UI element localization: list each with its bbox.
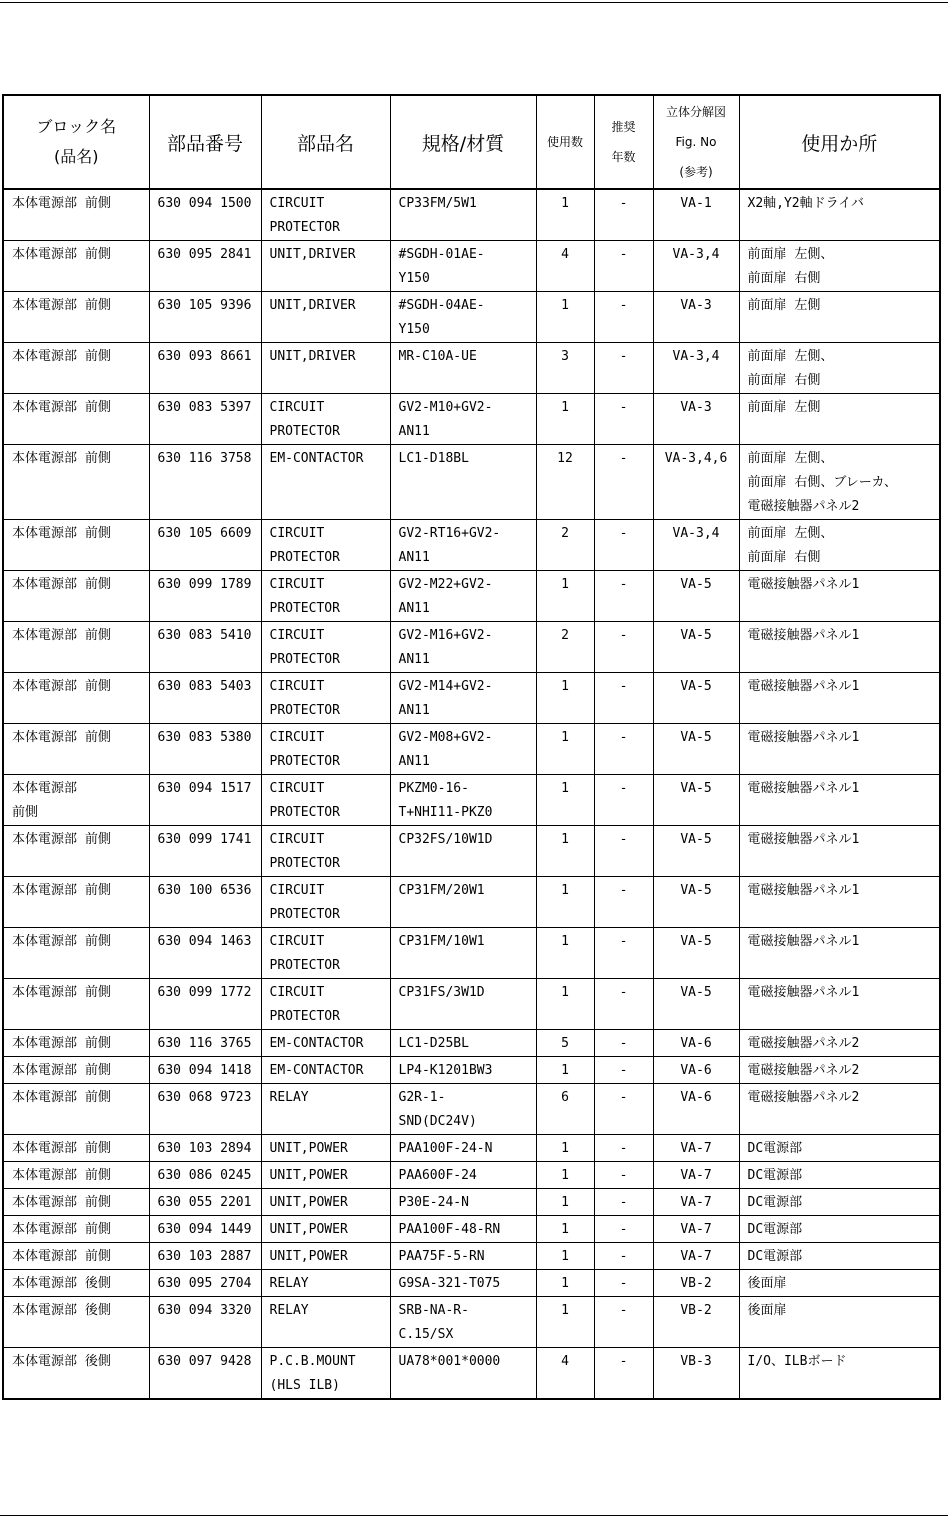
- cell-block: 本体電源部 後側: [3, 1348, 149, 1400]
- cell-fig: VB-2: [653, 1270, 739, 1297]
- cell-block: 本体電源部 前側: [3, 826, 149, 877]
- cell-block: 本体電源部 前側: [3, 1057, 149, 1084]
- cell-spec: CP31FS/3W1D: [390, 979, 536, 1030]
- cell-spec: CP31FM/20W1: [390, 877, 536, 928]
- cell-years: -: [594, 826, 653, 877]
- cell-block: 本体電源部 前側: [3, 928, 149, 979]
- cell-part-name: UNIT,POWER: [261, 1243, 390, 1270]
- cell-part-no: 630 116 3758: [149, 445, 261, 520]
- cell-years: -: [594, 724, 653, 775]
- cell-qty: 1: [536, 1135, 594, 1162]
- cell-part-name: CIRCUIT PROTECTOR: [261, 877, 390, 928]
- cell-years: -: [594, 1057, 653, 1084]
- bottom-rule: [0, 1515, 948, 1516]
- table-row: [3, 571, 940, 622]
- table-header-row: [3, 95, 940, 189]
- cell-location: 電磁接触器パネル1: [739, 928, 940, 979]
- cell-years: -: [594, 1084, 653, 1135]
- cell-fig: VA-5: [653, 826, 739, 877]
- cell-spec: PAA100F-24-N: [390, 1135, 536, 1162]
- cell-part-no: 630 099 1789: [149, 571, 261, 622]
- cell-location: 電磁接触器パネル2: [739, 1030, 940, 1057]
- cell-spec: CP31FM/10W1: [390, 928, 536, 979]
- cell-location: X2軸,Y2軸ドライバ: [739, 189, 940, 241]
- cell-part-name: CIRCUIT PROTECTOR: [261, 189, 390, 241]
- cell-fig: VA-3,4: [653, 343, 739, 394]
- cell-qty: 1: [536, 292, 594, 343]
- cell-years: -: [594, 1162, 653, 1189]
- cell-years: -: [594, 622, 653, 673]
- cell-block: 本体電源部 前側: [3, 241, 149, 292]
- cell-years: -: [594, 571, 653, 622]
- table-row: [3, 673, 940, 724]
- cell-qty: 1: [536, 775, 594, 826]
- cell-part-no: 630 105 6609: [149, 520, 261, 571]
- cell-qty: 1: [536, 1162, 594, 1189]
- cell-block: 本体電源部 前側: [3, 1243, 149, 1270]
- cell-part-no: 630 103 2894: [149, 1135, 261, 1162]
- table-row: [3, 1189, 940, 1216]
- cell-location: 電磁接触器パネル1: [739, 826, 940, 877]
- cell-years: -: [594, 1030, 653, 1057]
- cell-location: 電磁接触器パネル1: [739, 673, 940, 724]
- cell-qty: 1: [536, 979, 594, 1030]
- cell-part-name: CIRCUIT PROTECTOR: [261, 394, 390, 445]
- cell-block: 本体電源部 後側: [3, 1270, 149, 1297]
- cell-spec: PAA600F-24: [390, 1162, 536, 1189]
- header-location: 使用か所: [739, 95, 940, 189]
- cell-part-no: 630 055 2201: [149, 1189, 261, 1216]
- cell-qty: 1: [536, 1243, 594, 1270]
- cell-years: -: [594, 394, 653, 445]
- table-row: [3, 1057, 940, 1084]
- cell-qty: 2: [536, 520, 594, 571]
- table-row: [3, 826, 940, 877]
- cell-spec: P30E-24-N: [390, 1189, 536, 1216]
- header-qty: 使用数: [536, 95, 594, 189]
- cell-part-name: CIRCUIT PROTECTOR: [261, 571, 390, 622]
- table-row: [3, 292, 940, 343]
- cell-fig: VA-7: [653, 1135, 739, 1162]
- cell-years: -: [594, 343, 653, 394]
- cell-location: 電磁接触器パネル1: [739, 724, 940, 775]
- cell-fig: VA-5: [653, 775, 739, 826]
- top-rule: [0, 2, 948, 3]
- cell-part-no: 630 095 2704: [149, 1270, 261, 1297]
- cell-qty: 1: [536, 877, 594, 928]
- header-block: ブロック名 (品名): [3, 95, 149, 189]
- cell-block: 本体電源部 前側: [3, 622, 149, 673]
- cell-qty: 1: [536, 1270, 594, 1297]
- table-row: [3, 1135, 940, 1162]
- cell-part-name: CIRCUIT PROTECTOR: [261, 724, 390, 775]
- cell-location: 前面扉 左側、 前面扉 右側: [739, 343, 940, 394]
- table-row: [3, 1243, 940, 1270]
- cell-block: 本体電源部 前側: [3, 673, 149, 724]
- table-row: [3, 1084, 940, 1135]
- cell-part-no: 630 068 9723: [149, 1084, 261, 1135]
- cell-part-no: 630 116 3765: [149, 1030, 261, 1057]
- cell-location: 前面扉 左側、 前面扉 右側: [739, 241, 940, 292]
- cell-part-name: RELAY: [261, 1297, 390, 1348]
- cell-spec: LC1-D18BL: [390, 445, 536, 520]
- cell-block: 本体電源部 前側: [3, 775, 149, 826]
- cell-years: -: [594, 1243, 653, 1270]
- table-row: [3, 979, 940, 1030]
- cell-block: 本体電源部 前側: [3, 1030, 149, 1057]
- cell-fig: VA-6: [653, 1030, 739, 1057]
- cell-qty: 12: [536, 445, 594, 520]
- cell-part-name: CIRCUIT PROTECTOR: [261, 520, 390, 571]
- table-row: [3, 241, 940, 292]
- cell-part-name: CIRCUIT PROTECTOR: [261, 775, 390, 826]
- cell-part-name: EM-CONTACTOR: [261, 1030, 390, 1057]
- cell-qty: 1: [536, 928, 594, 979]
- cell-location: 電磁接触器パネル2: [739, 1057, 940, 1084]
- cell-part-no: 630 086 0245: [149, 1162, 261, 1189]
- cell-spec: UA78*001*0000: [390, 1348, 536, 1400]
- cell-block: 本体電源部 前側: [3, 1135, 149, 1162]
- cell-years: -: [594, 1135, 653, 1162]
- cell-spec: LC1-D25BL: [390, 1030, 536, 1057]
- cell-fig: VA-6: [653, 1057, 739, 1084]
- cell-part-name: UNIT,POWER: [261, 1189, 390, 1216]
- cell-location: 電磁接触器パネル1: [739, 775, 940, 826]
- cell-fig: VB-3: [653, 1348, 739, 1400]
- cell-part-name: CIRCUIT PROTECTOR: [261, 979, 390, 1030]
- table-row: [3, 877, 940, 928]
- cell-location: DC電源部: [739, 1243, 940, 1270]
- cell-part-name: UNIT,DRIVER: [261, 241, 390, 292]
- cell-spec: GV2-M10+GV2- AN11: [390, 394, 536, 445]
- table-row: [3, 1030, 940, 1057]
- cell-spec: G9SA-321-T075: [390, 1270, 536, 1297]
- cell-qty: 1: [536, 1057, 594, 1084]
- cell-years: -: [594, 445, 653, 520]
- cell-years: -: [594, 1216, 653, 1243]
- table-row: [3, 928, 940, 979]
- cell-years: -: [594, 241, 653, 292]
- cell-spec: GV2-M08+GV2- AN11: [390, 724, 536, 775]
- cell-fig: VA-3: [653, 394, 739, 445]
- cell-fig: VA-7: [653, 1216, 739, 1243]
- cell-part-no: 630 093 8661: [149, 343, 261, 394]
- cell-location: 前面扉 左側: [739, 292, 940, 343]
- cell-fig: VA-5: [653, 571, 739, 622]
- cell-fig: VA-3,4: [653, 241, 739, 292]
- cell-fig: VA-6: [653, 1084, 739, 1135]
- cell-qty: 6: [536, 1084, 594, 1135]
- cell-fig: VA-5: [653, 622, 739, 673]
- header-part-no: 部品番号: [149, 95, 261, 189]
- cell-years: -: [594, 292, 653, 343]
- cell-part-no: 630 094 1418: [149, 1057, 261, 1084]
- cell-fig: VA-5: [653, 928, 739, 979]
- cell-fig: VA-5: [653, 979, 739, 1030]
- cell-location: DC電源部: [739, 1189, 940, 1216]
- table-row: [3, 343, 940, 394]
- cell-spec: PKZM0-16- T+NHI11-PKZ0: [390, 775, 536, 826]
- cell-years: -: [594, 1189, 653, 1216]
- cell-qty: 1: [536, 1216, 594, 1243]
- cell-qty: 2: [536, 622, 594, 673]
- cell-block: 本体電源部 前側: [3, 1084, 149, 1135]
- cell-block: 本体電源部 前側: [3, 877, 149, 928]
- cell-part-name: CIRCUIT PROTECTOR: [261, 928, 390, 979]
- cell-block: 本体電源部 後側: [3, 1297, 149, 1348]
- cell-block: 本体電源部 前側: [3, 189, 149, 241]
- cell-spec: GV2-M22+GV2- AN11: [390, 571, 536, 622]
- cell-spec: SRB-NA-R- C.15/SX: [390, 1297, 536, 1348]
- cell-block: 本体電源部 前側: [3, 343, 149, 394]
- header-years: 推奨 年数: [594, 95, 653, 189]
- cell-fig: VA-1: [653, 189, 739, 241]
- cell-part-no: 630 083 5397: [149, 394, 261, 445]
- cell-part-name: UNIT,POWER: [261, 1135, 390, 1162]
- header-part-name: 部品名: [261, 95, 390, 189]
- cell-qty: 1: [536, 1189, 594, 1216]
- cell-years: -: [594, 775, 653, 826]
- cell-years: -: [594, 189, 653, 241]
- header-spec: 規格/材質: [390, 95, 536, 189]
- cell-location: 後面扉: [739, 1297, 940, 1348]
- cell-part-name: RELAY: [261, 1270, 390, 1297]
- cell-block: 本体電源部 前側: [3, 724, 149, 775]
- cell-location: 前面扉 左側: [739, 394, 940, 445]
- cell-block: 本体電源部 前側: [3, 520, 149, 571]
- cell-part-name: UNIT,POWER: [261, 1162, 390, 1189]
- cell-block: 本体電源部 前側: [3, 1189, 149, 1216]
- cell-part-no: 630 094 1463: [149, 928, 261, 979]
- cell-spec: #SGDH-04AE- Y150: [390, 292, 536, 343]
- cell-part-name: UNIT,POWER: [261, 1216, 390, 1243]
- cell-fig: VA-3: [653, 292, 739, 343]
- cell-qty: 1: [536, 724, 594, 775]
- cell-fig: VA-7: [653, 1189, 739, 1216]
- cell-location: 前面扉 左側、 前面扉 右側、ブレーカ、 電磁接触器パネル2: [739, 445, 940, 520]
- cell-location: DC電源部: [739, 1216, 940, 1243]
- cell-qty: 1: [536, 1297, 594, 1348]
- table-row: [3, 1270, 940, 1297]
- cell-spec: #SGDH-01AE- Y150: [390, 241, 536, 292]
- cell-years: -: [594, 979, 653, 1030]
- cell-years: -: [594, 1297, 653, 1348]
- cell-location: 後面扉: [739, 1270, 940, 1297]
- cell-part-name: UNIT,DRIVER: [261, 343, 390, 394]
- cell-spec: GV2-M14+GV2- AN11: [390, 673, 536, 724]
- cell-part-name: EM-CONTACTOR: [261, 1057, 390, 1084]
- cell-block: 本体電源部 前側: [3, 1162, 149, 1189]
- table-row: [3, 724, 940, 775]
- header-fig: 立体分解図 Fig. No (参考): [653, 95, 739, 189]
- cell-part-no: 630 083 5410: [149, 622, 261, 673]
- cell-years: -: [594, 877, 653, 928]
- cell-part-name: CIRCUIT PROTECTOR: [261, 826, 390, 877]
- cell-part-no: 630 099 1741: [149, 826, 261, 877]
- cell-qty: 4: [536, 241, 594, 292]
- cell-part-no: 630 083 5403: [149, 673, 261, 724]
- cell-fig: VA-5: [653, 673, 739, 724]
- cell-qty: 1: [536, 826, 594, 877]
- cell-part-name: EM-CONTACTOR: [261, 445, 390, 520]
- cell-block: 本体電源部 前側: [3, 571, 149, 622]
- cell-spec: CP32FS/10W1D: [390, 826, 536, 877]
- cell-spec: PAA100F-48-RN: [390, 1216, 536, 1243]
- cell-spec: LP4-K1201BW3: [390, 1057, 536, 1084]
- cell-spec: GV2-RT16+GV2- AN11: [390, 520, 536, 571]
- cell-part-name: CIRCUIT PROTECTOR: [261, 673, 390, 724]
- cell-part-no: 630 094 1517: [149, 775, 261, 826]
- table-row: [3, 622, 940, 673]
- cell-location: DC電源部: [739, 1162, 940, 1189]
- cell-qty: 1: [536, 571, 594, 622]
- cell-part-name: UNIT,DRIVER: [261, 292, 390, 343]
- cell-fig: VA-3,4: [653, 520, 739, 571]
- cell-location: I/O、ILBボード: [739, 1348, 940, 1400]
- cell-part-no: 630 103 2887: [149, 1243, 261, 1270]
- cell-qty: 1: [536, 673, 594, 724]
- cell-block: 本体電源部 前側: [3, 445, 149, 520]
- cell-spec: GV2-M16+GV2- AN11: [390, 622, 536, 673]
- cell-years: -: [594, 1270, 653, 1297]
- cell-fig: VA-3,4,6: [653, 445, 739, 520]
- cell-years: -: [594, 1348, 653, 1400]
- cell-fig: VA-5: [653, 877, 739, 928]
- cell-part-no: 630 094 3320: [149, 1297, 261, 1348]
- cell-qty: 5: [536, 1030, 594, 1057]
- cell-location: 電磁接触器パネル2: [739, 1084, 940, 1135]
- cell-location: 電磁接触器パネル1: [739, 571, 940, 622]
- cell-spec: PAA75F-5-RN: [390, 1243, 536, 1270]
- cell-spec: CP33FM/5W1: [390, 189, 536, 241]
- cell-part-no: 630 097 9428: [149, 1348, 261, 1400]
- table-row: [3, 445, 940, 520]
- table-row: [3, 1162, 940, 1189]
- table-row: [3, 1216, 940, 1243]
- cell-years: -: [594, 520, 653, 571]
- cell-qty: 3: [536, 343, 594, 394]
- table-row: [3, 1297, 940, 1348]
- cell-fig: VA-7: [653, 1243, 739, 1270]
- table-row: [3, 1348, 940, 1400]
- table-row: [3, 520, 940, 571]
- cell-spec: G2R-1- SND(DC24V): [390, 1084, 536, 1135]
- cell-part-no: 630 105 9396: [149, 292, 261, 343]
- cell-part-no: 630 099 1772: [149, 979, 261, 1030]
- cell-part-no: 630 094 1449: [149, 1216, 261, 1243]
- cell-block: 本体電源部 前側: [3, 979, 149, 1030]
- cell-location: 前面扉 左側、 前面扉 右側: [739, 520, 940, 571]
- cell-part-name: CIRCUIT PROTECTOR: [261, 622, 390, 673]
- cell-part-no: 630 095 2841: [149, 241, 261, 292]
- cell-years: -: [594, 673, 653, 724]
- cell-location: DC電源部: [739, 1135, 940, 1162]
- cell-location: 電磁接触器パネル1: [739, 979, 940, 1030]
- table-row: [3, 189, 940, 241]
- cell-spec: MR-C10A-UE: [390, 343, 536, 394]
- cell-qty: 1: [536, 189, 594, 241]
- cell-qty: 4: [536, 1348, 594, 1400]
- cell-block: 本体電源部 前側: [3, 394, 149, 445]
- table-row: [3, 394, 940, 445]
- cell-block: 本体電源部 前側: [3, 1216, 149, 1243]
- cell-years: -: [594, 928, 653, 979]
- parts-table: [2, 94, 941, 1400]
- cell-fig: VA-7: [653, 1162, 739, 1189]
- cell-location: 電磁接触器パネル1: [739, 622, 940, 673]
- cell-fig: VB-2: [653, 1297, 739, 1348]
- cell-part-no: 630 094 1500: [149, 189, 261, 241]
- cell-part-no: 630 100 6536: [149, 877, 261, 928]
- cell-part-name: RELAY: [261, 1084, 390, 1135]
- cell-fig: VA-5: [653, 724, 739, 775]
- table-row: [3, 775, 940, 826]
- cell-qty: 1: [536, 394, 594, 445]
- cell-location: 電磁接触器パネル1: [739, 877, 940, 928]
- cell-block: 本体電源部 前側: [3, 292, 149, 343]
- cell-part-name: P.C.B.MOUNT (HLS ILB): [261, 1348, 390, 1400]
- cell-part-no: 630 083 5380: [149, 724, 261, 775]
